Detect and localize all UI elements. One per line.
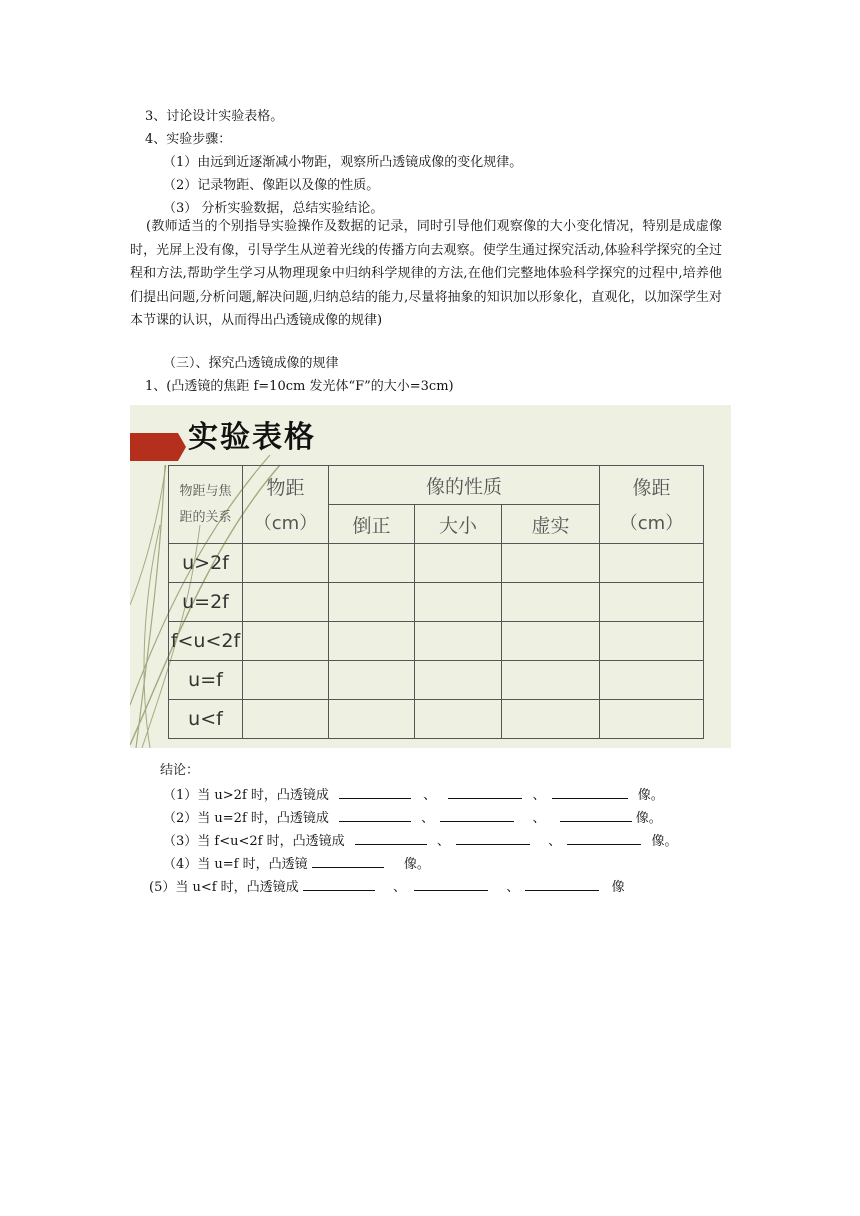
header-image-distance: 像距 （cm）: [600, 466, 704, 544]
answer-blank[interactable]: [560, 809, 632, 822]
answer-blank[interactable]: [525, 878, 599, 891]
table-cell: [243, 700, 329, 739]
experiment-table: [168, 465, 704, 739]
table-cell: [415, 544, 502, 583]
header-orientation: 倒正: [329, 505, 415, 544]
table-row: [169, 544, 704, 583]
table-cell: [502, 622, 600, 661]
slide-title: 实验表格: [188, 420, 316, 455]
table-row: [169, 583, 704, 622]
answer-blank[interactable]: [355, 832, 427, 845]
table-cell: [600, 544, 704, 583]
step-1: （1）由远到近逐渐减小物距，观察所凸透镜成像的变化规律。: [163, 155, 523, 170]
section-title: （三）、探究凸透镜成像的规律: [163, 356, 339, 371]
answer-blank[interactable]: [339, 786, 411, 799]
table-row: [169, 661, 704, 700]
table-cell: [415, 583, 502, 622]
teacher-note: (教师适当的个别指导实验操作及数据的记录，同时引导他们观察像的大小变化情况，特别是成虚像时，光屏上没有像，引导学生从逆着光线的传播方向去观察。使学生通过探究活动,体验科学探究的全过程和方法,帮助学生学习从物理现象中归纳科学规律的方法,在他们完整地体验科学探究的过程中,培养他们提出问题,分析问题,解决问题,归纳总结的能力,尽量将抽象的知识加以形象化，直观化，以加深学生对本节课的认识，从而得出凸透镜成像的规律): [130, 219, 722, 329]
row-label: f<u<2f: [169, 622, 243, 661]
table-cell: [600, 661, 704, 700]
table-row: [169, 622, 704, 661]
table-cell: [329, 622, 415, 661]
conclusion-5: (5）当 u<f 时，凸透镜成 、 、 像: [149, 880, 625, 895]
table-cell: [415, 622, 502, 661]
answer-blank[interactable]: [448, 786, 522, 799]
section-item-1: 1、(凸透镜的焦距 f=10cm 发光体“F”的大小=3cm): [145, 379, 454, 394]
table-cell: [243, 622, 329, 661]
answer-blank[interactable]: [440, 809, 514, 822]
answer-blank[interactable]: [567, 832, 641, 845]
step-2: （2）记录物距、像距以及像的性质。: [163, 178, 380, 193]
table-cell: [415, 661, 502, 700]
row-label: u=2f: [169, 583, 243, 622]
table-cell: [600, 700, 704, 739]
answer-blank[interactable]: [303, 878, 375, 891]
header-object-distance: 物距 （cm）: [243, 466, 329, 544]
header-real-virtual: 虚实: [502, 505, 600, 544]
answer-blank[interactable]: [552, 786, 628, 799]
row-label: u<f: [169, 700, 243, 739]
ribbon-shape: [130, 433, 186, 461]
table-cell: [415, 700, 502, 739]
answer-blank[interactable]: [456, 832, 530, 845]
item-3: 3、讨论设计实验表格。: [145, 109, 284, 124]
conclusion-label: 结论：: [160, 763, 200, 778]
conclusion-2: （2）当 u=2f 时，凸透镜成 、 、 像。: [163, 811, 662, 826]
table-cell: [243, 661, 329, 700]
conclusion-4: （4）当 u=f 时，凸透镜 像。: [163, 857, 430, 872]
table-cell: [502, 700, 600, 739]
row-label: u=f: [169, 661, 243, 700]
row-label: u>2f: [169, 544, 243, 583]
header-size: 大小: [415, 505, 502, 544]
table-cell: [329, 661, 415, 700]
step-3: （3） 分析实验数据，总结实验结论。: [163, 201, 384, 216]
conclusion-1: （1）当 u>2f 时，凸透镜成 、 、 像。: [163, 788, 664, 803]
item-4: 4、实验步骤：: [145, 132, 232, 147]
table-cell: [502, 544, 600, 583]
table-cell: [600, 622, 704, 661]
conclusion-3: （3）当 f<u<2f 时，凸透镜成 、 、 像。: [163, 834, 678, 849]
header-relation: 物距与焦 距的关系: [169, 466, 243, 544]
table-cell: [329, 544, 415, 583]
table-cell: [502, 583, 600, 622]
table-cell: [600, 583, 704, 622]
table-cell: [243, 544, 329, 583]
table-cell: [329, 700, 415, 739]
table-cell: [243, 583, 329, 622]
answer-blank[interactable]: [339, 809, 411, 822]
answer-blank[interactable]: [312, 855, 384, 868]
table-cell: [502, 661, 600, 700]
table-cell: [329, 583, 415, 622]
answer-blank[interactable]: [414, 878, 488, 891]
table-row: [169, 700, 704, 739]
header-image-nature: 像的性质: [329, 466, 600, 505]
experiment-table-slide: [130, 405, 731, 748]
